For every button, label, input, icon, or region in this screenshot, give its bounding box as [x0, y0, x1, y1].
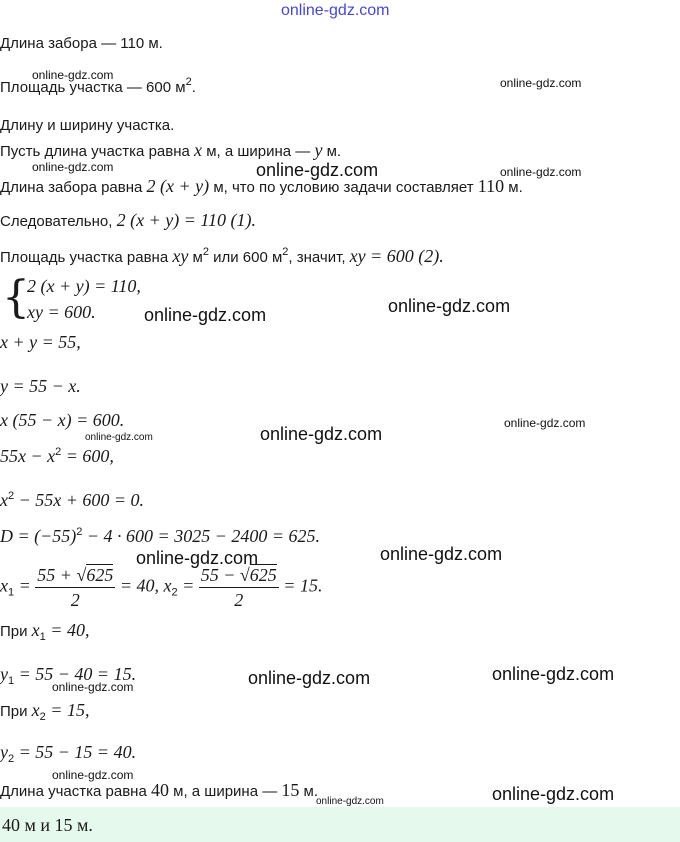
equation-1: Следовательно, 2 (x + y) = 110 (1). — [0, 210, 257, 230]
step-y-expression: y = 55 − x. — [0, 376, 81, 396]
let-statement: Пусть длина участка равна x м, а ширина — y м. — [0, 140, 342, 160]
case-1: При $x_1 = 40$, — [0, 620, 90, 643]
watermark: online-gdz.com — [380, 544, 503, 564]
answer-text: 40 м и 15 м. — [2, 815, 93, 835]
step-substitute: x (55 − x) = 600. — [0, 410, 125, 430]
watermark: online-gdz.com — [492, 784, 615, 804]
watermark: online-gdz.com — [388, 296, 511, 316]
watermark: online-gdz.com — [52, 680, 134, 694]
fraction-root-2: $\frac{55 - √625}{2}$ — [200, 565, 277, 610]
watermark: online-gdz.com — [248, 668, 371, 688]
watermark: online-gdz.com — [492, 664, 615, 684]
area-given: Площадь участка — 600 $м^2$. — [0, 76, 196, 96]
fraction-root-1: $\frac{55 + √625}{2}$ — [37, 565, 114, 610]
watermark: online-gdz.com — [32, 68, 114, 82]
watermark: online-gdz.com — [500, 76, 582, 90]
system-line-2: xy = 600. — [27, 302, 96, 322]
watermark: online-gdz.com — [260, 424, 383, 444]
step-sum: x + y = 55, — [0, 332, 81, 352]
case-2-y: $y_2 = 55 - 15 = 40$. — [0, 742, 137, 765]
watermark: online-gdz.com — [256, 160, 379, 180]
step-discriminant: $D = (-55)^2 - 4 \cdot 600 = 3025 - 2400 = 625$. — [0, 526, 320, 546]
question: Длину и ширину участка. — [0, 117, 175, 134]
watermark: online-gdz.com — [32, 160, 114, 174]
system-brace: { — [2, 272, 30, 323]
fence-length-given: Длина забора — 110 м. — [0, 35, 163, 52]
watermark-top: online-gdz.com — [281, 2, 390, 19]
case-2: При $x_2 = 15$, — [0, 700, 90, 723]
fence-equation-text: Длина забора равна 2 (x + y) м, что по условию задачи составляет 110 м. — [0, 176, 523, 196]
case-1-y: $y_1 = 55 - 40 = 15$. — [0, 664, 137, 687]
watermark: online-gdz.com — [316, 796, 384, 807]
watermark: online-gdz.com — [52, 768, 134, 782]
step-quadratic: $x^2 - 55x + 600 = 0$. — [0, 490, 145, 510]
system-line-1: 2 (x + y) = 110, — [27, 276, 141, 296]
watermark: online-gdz.com — [85, 432, 153, 443]
conclusion: Длина участка равна 40 м, а ширина — 15 м. — [0, 780, 319, 800]
watermark: online-gdz.com — [500, 165, 582, 179]
watermark: online-gdz.com — [136, 548, 259, 568]
answer-box — [0, 807, 680, 842]
equation-2: Площадь участка равна xy $м^2$ или 600 $м^2$, значит, xy = 600 (2). — [0, 246, 444, 266]
step-roots: $x_1$ = $\frac{55 + √625}{2}$ = 40, $x_2$ = $\frac{55 - √625}{2}$ = 15. — [0, 565, 323, 610]
watermark: online-gdz.com — [144, 305, 267, 325]
watermark: online-gdz.com — [504, 416, 586, 430]
step-expand: $55x - x^2 = 600$, — [0, 446, 114, 466]
